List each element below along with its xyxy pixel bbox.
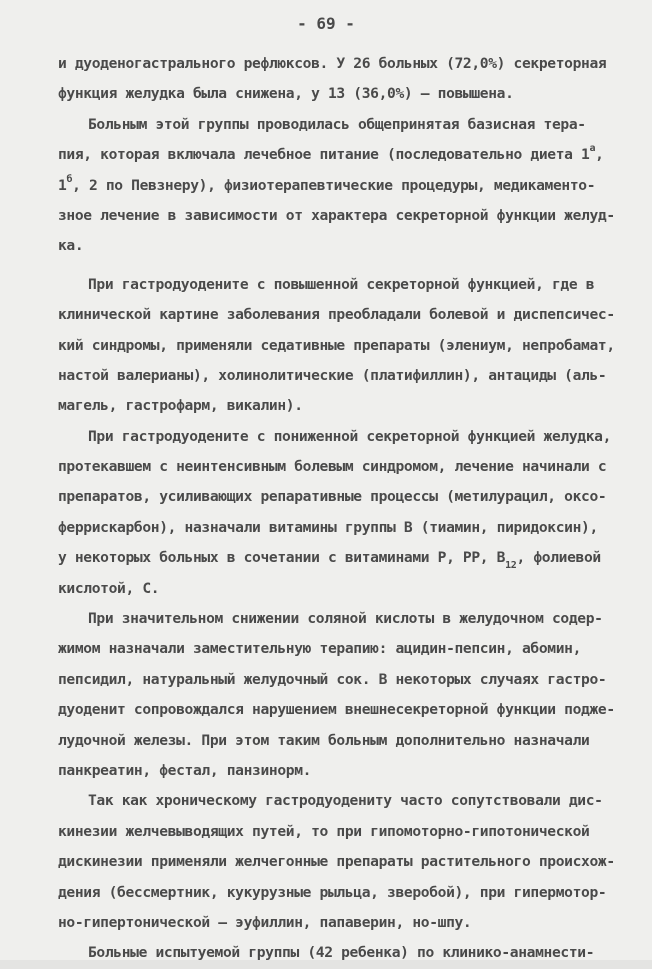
text-line	[58, 513, 618, 543]
text-line	[58, 634, 618, 664]
text-line	[58, 543, 618, 573]
superscript: б	[66, 173, 73, 185]
line-text: феррискарбон), назначали витамины группы В (тиамин, пиридоксин),	[58, 518, 598, 536]
text-line	[58, 391, 618, 421]
line-text: протекавшем с неинтенсивным болевым синдромом, лечение начинали с	[58, 458, 607, 476]
text-line	[58, 665, 618, 695]
text-line	[58, 361, 618, 391]
line-text: При гастродуодените с пониженной секреторной функцией желудка,	[88, 427, 612, 445]
superscript: а	[589, 143, 596, 155]
text-line	[58, 270, 618, 300]
line-text: и дуоденогастрального рефлюксов. У 26 больных (72,0%) секреторная	[58, 55, 607, 72]
page-number: - 69 -	[297, 14, 355, 33]
line-text-continued: ,	[595, 146, 604, 164]
line-text: настой валерианы), холинолитические (платифиллин), антациды (аль-	[58, 366, 607, 384]
text-line	[58, 79, 618, 109]
line-text: дения (бессмертник, кукурузные рыльца, зверобой), при гипермотор-	[58, 883, 607, 901]
line-text: пепсидил, натуральный желудочный сок. В некоторых случаях гастро-	[58, 670, 607, 688]
text-line	[58, 756, 618, 786]
line-text: Больным этой группы проводилась общепринятая базисная тера-	[88, 115, 586, 133]
line-text: Больные испытуемой группы (42 ребенка) по клинико-анамнести-	[88, 944, 595, 962]
text-line	[58, 817, 618, 847]
line-text: Так как хроническому гастродуодениту часто сопутствовали дис-	[88, 792, 603, 810]
text-line	[58, 604, 618, 634]
line-text: лудочной железы. При этом таким больным дополнительно назначали	[58, 731, 590, 749]
text-line	[58, 847, 618, 877]
line-text-continued: , фолиевой	[516, 549, 601, 567]
text-line	[58, 331, 618, 361]
text-line	[58, 908, 618, 938]
line-text: дуоденит сопровождался нарушением внешнесекреторной функции подже-	[58, 701, 615, 719]
text-line	[58, 110, 618, 140]
text-line	[58, 171, 618, 201]
line-text: панкреатин, фестал, панзинорм.	[58, 761, 312, 779]
line-text: кий синдромы, применяли седативные препараты (элениум, непробамат,	[58, 336, 615, 354]
line-text: но-гипертонической – эуфиллин, папаверин, но-шпу.	[58, 913, 472, 931]
text-line	[58, 140, 618, 170]
text-line	[58, 300, 618, 330]
text-line	[58, 231, 618, 261]
text-line	[58, 201, 618, 231]
line-text: При гастродуодените с повышенной секреторной функцией, где в	[88, 275, 595, 293]
line-text-continued: , 2 по Певзнеру), физиотерапевтические процедуры, медикаменто-	[72, 176, 596, 194]
line-text: клинической картине заболевания преобладали болевой и диспепсичес-	[58, 306, 615, 324]
text-line	[58, 482, 618, 512]
text-line	[58, 726, 618, 756]
line-text: ка.	[58, 237, 84, 255]
text-line	[58, 452, 618, 482]
line-text: кислотой, С.	[58, 579, 160, 597]
text-line	[58, 422, 618, 452]
line-text: магель, гастрофарм, викалин).	[58, 397, 303, 415]
text-line	[58, 938, 618, 968]
line-text: кинезии желчевыводящих путей, то при гипомоторно-гипотонической	[58, 822, 590, 840]
text-line	[58, 49, 618, 79]
line-text: зное лечение в зависимости от характера секреторной функции желуд-	[58, 206, 615, 224]
line-text: у некоторых больных в сочетании с витаминами Р, РР, В	[58, 549, 506, 567]
document-body	[58, 49, 618, 969]
text-line	[58, 878, 618, 908]
line-text: функция желудка была снижена, у 13 (36,0%) – повышена.	[58, 85, 514, 103]
line-text: При значительном снижении соляной кислоты в желудочном содер-	[88, 610, 603, 628]
line-text: пия, которая включала лечебное питание (последовательно диета 1	[58, 146, 590, 164]
line-text: препаратов, усиливающих репаративные процессы (метилурацил, оксо-	[58, 488, 607, 506]
line-text: дискинезии применяли желчегонные препараты растительного происхож-	[58, 853, 615, 871]
line-text: 1	[58, 176, 67, 194]
text-line	[58, 574, 618, 604]
subscript: 12	[505, 560, 517, 572]
text-line	[58, 695, 618, 725]
text-line	[58, 786, 618, 816]
line-text: жимом назначали заместительную терапию: ацидин-пепсин, абомин,	[58, 640, 582, 658]
